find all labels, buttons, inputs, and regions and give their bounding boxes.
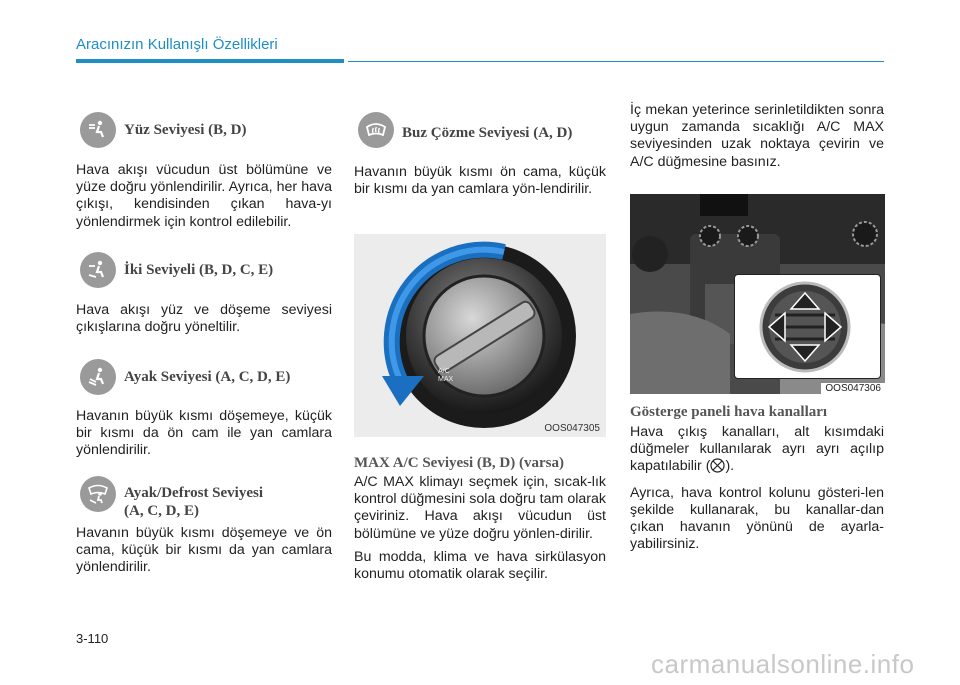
mode-defrost-heading — [358, 112, 572, 148]
vents-direction-paragraph: Ayrıca, hava kontrol kolunu gösteri-len şekilde kullanarak, bu kanallar-dan çıkan havanın yönünü de ayarla-yabilirsiniz. — [630, 484, 884, 553]
mode-floor-title: Ayak Seviyesi (A, C, D, E) — [124, 369, 291, 385]
ac-knob-figure — [354, 234, 606, 437]
bi-level-vent-icon — [80, 252, 116, 288]
ac-knob-illustration — [354, 234, 606, 437]
vent-close-symbol-icon — [710, 458, 725, 478]
mode-defrost-title: Buz Çözme Seviyesi (A, D) — [402, 125, 573, 141]
watermark: carmanualsonline.info — [651, 649, 915, 679]
mode-floor-defrost-title — [124, 484, 263, 520]
vents-open-close-text: Hava çıkış kanalları, alt kısımdaki düğmeler kullanılarak ayrı ayrı açılıp kapatılabilir ( — [630, 424, 884, 475]
vent-direction-illustration — [735, 275, 880, 378]
defrost-icon — [358, 112, 394, 148]
figure-code: OOS047306 — [821, 383, 885, 394]
section-title: Aracınızın Kullanışlı Özellikleri — [76, 36, 278, 53]
vents-open-close-text-end: ). — [725, 458, 735, 475]
knob-label-ac: A/C — [438, 368, 450, 375]
mode-floor-defrost-title-line1: Ayak/Defrost Seviyesi — [124, 485, 264, 501]
floor-defrost-icon — [80, 476, 116, 512]
mode-floor-defrost-heading — [80, 476, 263, 520]
mode-face-heading — [80, 112, 247, 148]
mode-bilevel-heading — [80, 252, 273, 288]
mode-floor-text: Havanın büyük kısmı döşemeye, küçük bir kısmı da ön cam ile yan camlara yönlendirilir. — [76, 408, 332, 459]
figure-code: OOS047305 — [544, 423, 600, 434]
max-ac-text — [354, 474, 606, 589]
max-ac-paragraph-1: A/C MAX klimayı seçmek için, sıcak-lık kontrol düğmesini sola doğru tam olarak çeviriniz. Hava akışı vücudun üst bölümüne ve yüze doğru yönlen-dirilir. — [354, 474, 606, 542]
mode-floor-defrost-text: Havanın büyük kısmı döşemeye ve ön cama, küçük bir kısmı da yan camlara yönlendirilir. — [76, 525, 332, 576]
ac-max-release-text: İç mekan yeterince serinletildikten sonra uygun zamanda sıcaklığı A/C MAX seviyesinden uzak noktaya çevirin ve A/C düğmesine basınız. — [630, 102, 884, 170]
dashboard-vents-text — [630, 424, 884, 559]
mode-bilevel-title: İki Seviyeli (B, D, C, E) — [124, 262, 274, 278]
mode-floor-heading — [80, 359, 290, 395]
mode-floor-defrost-title-line2: (A, C, D, E) — [124, 503, 199, 519]
mode-face-title: Yüz Seviyesi (B, D) — [124, 122, 247, 138]
vent-closeup-inset — [734, 274, 881, 379]
floor-vent-icon — [80, 359, 116, 395]
mode-defrost-text: Havanın büyük kısmı ön cama, küçük bir kısmı da yan camlara yön-lendirilir. — [354, 164, 606, 198]
mode-bilevel-text: Hava akışı yüz ve döşeme seviyesi çıkışlarına doğru yöneltilir. — [76, 302, 332, 336]
dashboard-vents-figure — [630, 194, 885, 394]
vents-open-close-paragraph — [630, 424, 884, 479]
dashboard-vents-subheading: Gösterge paneli hava kanalları — [630, 404, 828, 420]
header-rule-thick — [76, 59, 344, 63]
page-number: 3-110 — [76, 631, 109, 646]
max-ac-subheading: MAX A/C Seviyesi (B, D) (varsa) — [354, 455, 564, 471]
knob-label-max: MAX — [438, 376, 454, 383]
max-ac-paragraph-2: Bu modda, klima ve hava sirkülasyon konumu otomatik olarak seçilir. — [354, 548, 606, 583]
mode-face-text: Hava akışı vücudun üst bölümüne ve yüze doğru yönlendirilir. Ayrıca, her hava çıkışı, kendisinden çıkan hava-yı yönlendirmek için kontrol edilebilir. — [76, 162, 332, 230]
face-vent-icon — [80, 112, 116, 148]
header-rule-thin — [348, 61, 884, 62]
